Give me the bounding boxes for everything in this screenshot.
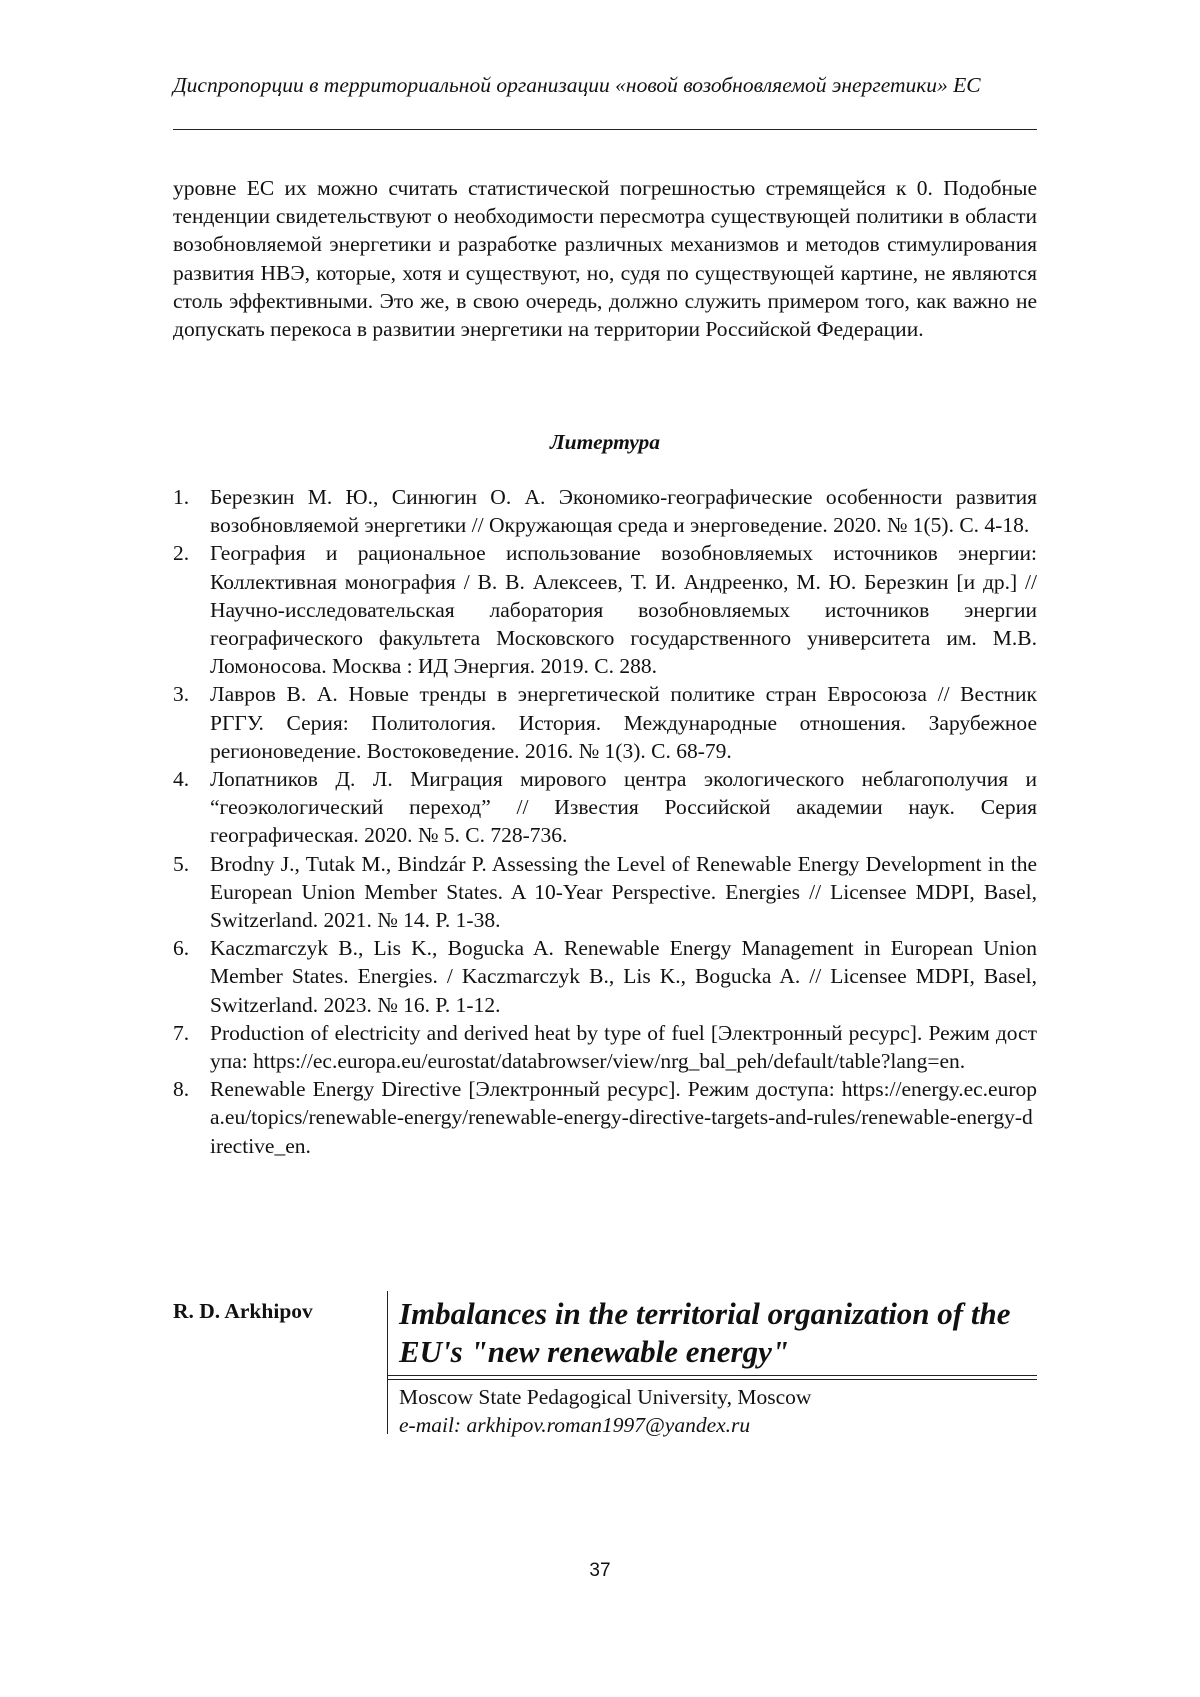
author-name: R. D. Arkhipov	[173, 1299, 313, 1323]
reference-number: 2.	[173, 541, 190, 566]
reference-number: 1.	[173, 485, 190, 509]
reference-text: Renewable Energy Directive [Электронный ресурс]. Режим доступа: https://energy.ec.europa.eu/topics/renewable-energy/renewable-energy-directive-targets-and-rules/renewable-energy-directive_en.	[210, 1077, 1037, 1158]
reference-item	[173, 1019, 1037, 1075]
reference-number: 4.	[173, 767, 190, 792]
english-abstract-block	[173, 1291, 1037, 1441]
reference-text: Production of electricity and derived heat by type of fuel [Электронный ресурс]. Режим доступа: https://ec.europa.eu/eurostat/databrowser/view/nrg_bal_peh/default/table?lang=en.	[210, 1020, 1037, 1074]
reference-number: 5.	[173, 851, 190, 876]
references-list	[173, 483, 1037, 1160]
reference-text: География и рациональное использование возобновляемых источников энергии: Коллективная монография / В. В. Алексеев, Т. И. Андреенко, М. Ю. Березкин [и др.] // Научно-исследовательская лаборатория возобновляемых источников энергии географического факультета Московского государственного университета им. М.В. Ломоносова. Москва : ИД Энергия. 2019. С. 288.	[210, 541, 1037, 679]
references-heading: Литертура	[549, 430, 661, 454]
reference-text: Лопатников Д. Л. Миграция мирового центра экологического неблагополучия и “геоэкологический переход” // Известия Российской академии наук. Серия географическая. 2020. № 5. С. 728-736.	[210, 767, 1037, 848]
reference-item	[173, 850, 1037, 935]
reference-item	[173, 483, 1037, 539]
running-header: Диспропорции в территориальной организации «новой возобновляемой энергетики» ЕС	[173, 73, 981, 97]
reference-text: Kaczmarczyk B., Lis K., Bogucka A. Renewable Energy Management in European Union Member States. Energies. / Kaczmarczyk B., Lis K., Bogucka A. // Licensee MDPI, Basel, Switzerland. 2023. № 16. P. 1-12.	[210, 936, 1037, 1017]
page-number: 37	[589, 1560, 611, 1581]
reference-text: Brodny J., Tutak M., Bindzár P. Assessing the Level of Renewable Energy Development in the European Union Member States. A 10-Year Perspective. Energies // Licensee MDPI, Basel, Switzerland. 2021. № 14. P. 1-38.	[210, 851, 1037, 933]
reference-item	[173, 680, 1037, 765]
header-rule	[173, 129, 1037, 130]
reference-text: Лавров В. А. Новые тренды в энергетической политике стран Евросоюза // Вестник РГГУ. Серия: Политология. История. Международные отношения. Зарубежное регионоведение. Востоковедение. 2016. № 1(3). С. 68-79.	[210, 682, 1037, 763]
reference-text: Березкин М. Ю., Синюгин О. А. Экономико-географические особенности развития возобновляемой энергетики // Окружающая среда и энерговедение. 2020. № 1(5). С. 4-18.	[210, 485, 1037, 538]
abstract-vertical-rule	[387, 1291, 388, 1434]
reference-item	[173, 539, 1037, 680]
author-affiliation: Moscow State Pedagogical University, Moscow	[399, 1385, 812, 1409]
abstract-title-rule	[387, 1375, 1037, 1380]
reference-number: 8.	[173, 1077, 190, 1102]
reference-number: 7.	[173, 1020, 190, 1045]
reference-item	[173, 1075, 1037, 1160]
reference-item	[173, 765, 1037, 850]
reference-number: 6.	[173, 936, 190, 961]
author-email: e-mail: arkhipov.roman1997@yandex.ru	[399, 1413, 751, 1437]
body-paragraph: уровне ЕС их можно считать статистической погрешностью стремящейся к 0. Подобные тенденции свидетельствуют о необходимости пересмотра существующей политики в области возобновляемой энергетики и разработке различных механизмов и методов стимулирования развития НВЭ, которые, хотя и существуют, но, судя по существующей картине, не являются столь эффективными. Это же, в свою очередь, должно служить примером того, как важно не допускать перекоса в развитии энергетики на территории Российской Федерации.	[173, 176, 1037, 342]
reference-number: 3.	[173, 682, 190, 707]
abstract-title: Imbalances in the territorial organization of the EU's "new renewable energy"	[399, 1296, 1011, 1369]
reference-item	[173, 934, 1037, 1019]
